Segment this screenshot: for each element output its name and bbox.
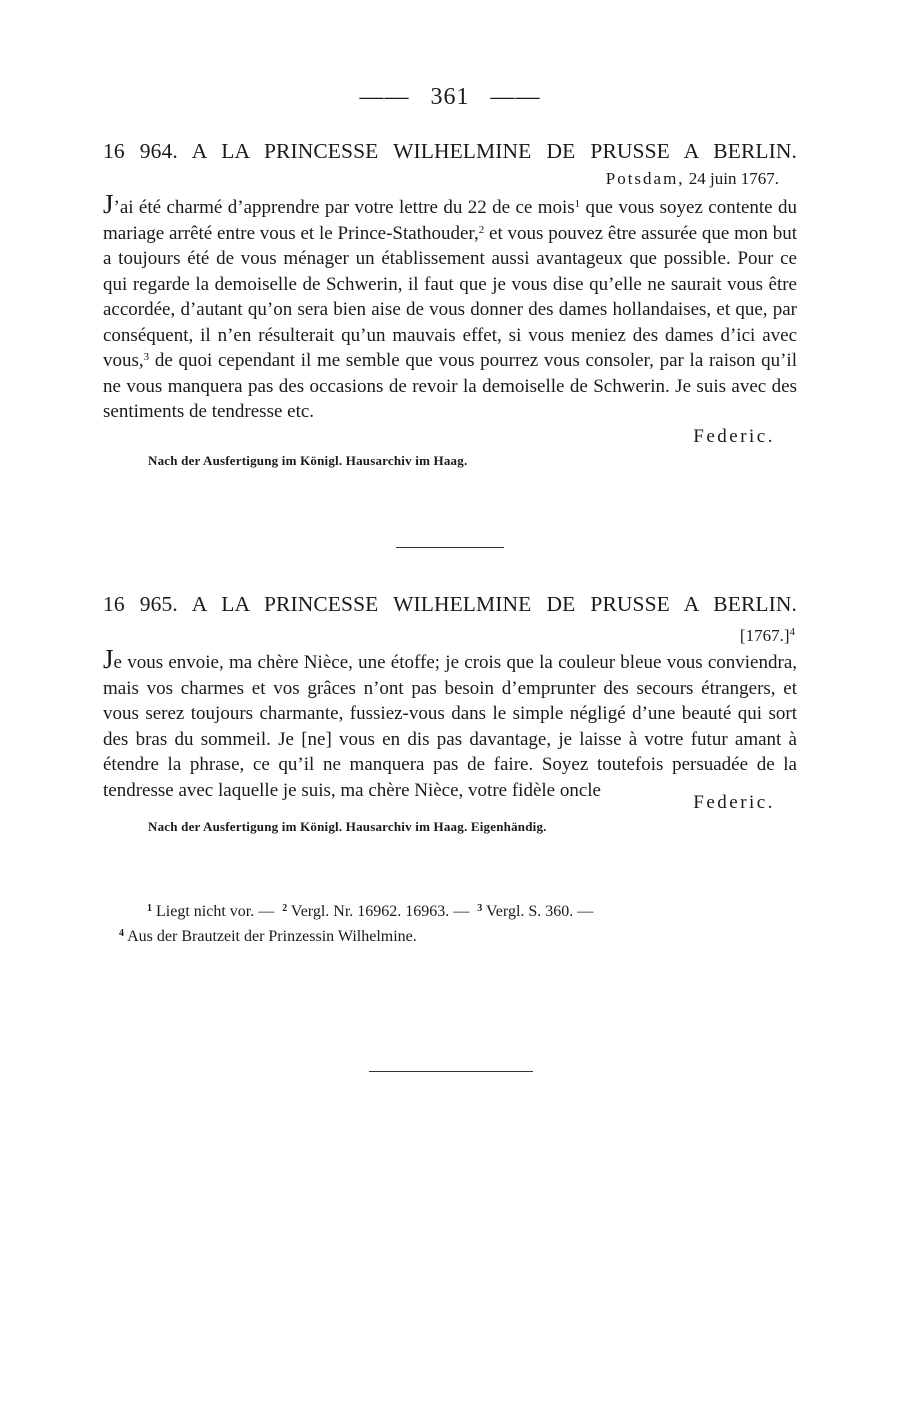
footnote-1-text: Liegt nicht vor. — [156,903,275,920]
letter-body [103,189,797,425]
footnote-mark-1: 1 [574,198,581,210]
section-divider [396,547,504,548]
letter-signature: Federic. [693,425,775,447]
body-text-part2: que vous soyez contente du mariage arrêté entre vous et le Prince-Stathouder, [103,197,797,244]
letter-16964 [103,138,797,470]
dateline-place: Potsdam, [605,169,685,188]
footnote-mark-4: 4 [789,626,795,638]
footnote-3-text: Vergl. S. 360. — [486,903,594,920]
footnote-2-mark: 2 [282,903,288,914]
letter-signature: Federic. [693,792,775,813]
page-number-dash-left: —— [359,84,410,110]
body-text-part3: et vous pouvez être assurée que mon but a toujours été de vous ménager un établissement aussi avantageux que possible. Pour ce qui regarde la demoiselle de Schwerin, il faut que je vous dise qu’elle ne saurait vous être accordée, d’autant qu’on sera bien aise de vous donner des dames hollandaises, et que, par conséquent, il n’en résulterait qu’un mauvais effet, si vous meniez des dames d’ici avec vous, [103,222,797,371]
body-text-part4: de quoi cependant il me semble que vous pourrez vous consoler, par la raison qu’il ne vous manquera pas des occasions de revoir la demoiselle de Schwerin. Je suis avec des sentiments de tendresse etc. [103,350,797,422]
letter-16965 [103,591,797,836]
footnotes-line-1 [103,898,797,923]
body-initial: J [103,189,114,219]
page-number [0,84,900,111]
footnote-4-text: Aus der Brautzeit der Prinzessin Wilhelmine. [127,928,417,945]
letter-body [103,644,797,803]
footnotes-line-2 [103,923,797,948]
footnote-2-text: Vergl. Nr. 16962. 16963. — [290,903,470,920]
page-number-dash-right: —— [490,84,541,110]
footnote-mark-3: 3 [143,351,150,363]
footnotes [103,898,797,948]
footnote-4-mark: 4 [119,928,124,939]
footnote-mark-2: 2 [478,223,485,236]
letter-dateline [103,621,797,647]
bottom-divider [369,1071,533,1072]
letter-heading: 16 965. A LA PRINCESSE WILHELMINE DE PRUSSE A BERLIN. [103,592,797,616]
source-note: Nach der Ausfertigung im Königl. Hausarchiv im Haag. Eigenhändig. [148,819,547,834]
letter-dateline [103,168,797,190]
body-text: e vous envoie, ma chère Nièce, une étoffe; je crois que la couleur bleue vous conviendra, mais vos charmes et vos grâces n’ont pas besoin d’emprunter des secours étrangers, et vous serez toujours charmante, fussiez-vous dans le simple négligé d’une beauté qui sort des bras du sommeil. Je [ne] vous en dis pas davantage, je laisse à votre futur amant à étendre la phrase, ce qu’il ne manquera pas de faire. Soyez toutefois persuadée de la tendresse avec laquelle je suis, ma chère Nièce, votre fidèle oncle [103,652,797,801]
body-initial: J [103,644,114,674]
footnote-3-mark: 3 [477,903,483,914]
footnote-1-mark: 1 [147,903,152,914]
page-number-value: 361 [430,84,470,110]
dateline-date: 24 juin 1767. [688,169,779,188]
body-text-part1: ’ai été charmé d’apprendre par votre lettre du 22 de ce mois [113,197,575,218]
source-note: Nach der Ausfertigung im Königl. Hausarchiv im Haag. [148,452,468,468]
letter-heading: 16 964. A LA PRINCESSE WILHELMINE DE PRUSSE A BERLIN. [103,139,797,163]
dateline-date: [1767.] [739,626,790,645]
